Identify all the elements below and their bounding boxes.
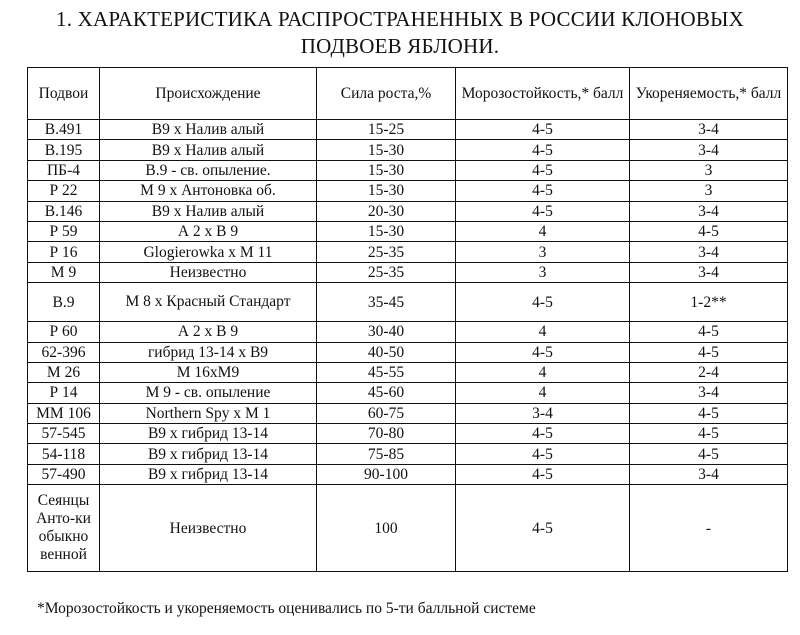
cell-origin: В9 х гибрид 13-14 — [100, 444, 317, 464]
cell-frost: 4-5 — [456, 160, 630, 180]
cell-rootstock: 57-490 — [28, 464, 100, 484]
cell-origin: Неизвестно — [100, 485, 317, 572]
cell-rootstock: Р 22 — [28, 181, 100, 201]
cell-origin: В9 х Налив алый — [100, 201, 317, 221]
header-vigor: Сила роста,% — [317, 68, 456, 120]
cell-rootstock: Р 60 — [28, 322, 100, 342]
cell-frost: 3-4 — [456, 403, 630, 423]
cell-vigor: 15-30 — [317, 181, 456, 201]
cell-origin: Northern Spy х М 1 — [100, 403, 317, 423]
cell-vigor: 75-85 — [317, 444, 456, 464]
cell-vigor: 60-75 — [317, 403, 456, 423]
table-body — [28, 120, 788, 572]
cell-vigor: 25-35 — [317, 242, 456, 262]
cell-vigor: 45-55 — [317, 362, 456, 382]
title-line-2: ПОДВОЕВ ЯБЛОНИ. — [300, 34, 500, 58]
cell-vigor: 25-35 — [317, 262, 456, 282]
table-row — [28, 242, 788, 262]
cell-rooting: 3-4 — [630, 262, 788, 282]
table-row — [28, 322, 788, 342]
cell-frost: 4 — [456, 221, 630, 241]
cell-rooting: 4-5 — [630, 403, 788, 423]
cell-origin: А 2 х В 9 — [100, 221, 317, 241]
cell-rootstock: Сеянцы Анто-ки обыкно венной — [28, 485, 100, 572]
table-row — [28, 424, 788, 444]
cell-frost: 4-5 — [456, 342, 630, 362]
cell-rooting: 3-4 — [630, 120, 788, 140]
table-title — [0, 6, 800, 60]
cell-rooting: 4-5 — [630, 424, 788, 444]
cell-frost: 3 — [456, 242, 630, 262]
cell-frost: 4-5 — [456, 140, 630, 160]
cell-rooting: 3-4 — [630, 201, 788, 221]
header-rooting: Укореняемость,* балл — [630, 68, 788, 120]
cell-rooting: 2-4 — [630, 362, 788, 382]
cell-rootstock: ММ 106 — [28, 403, 100, 423]
cell-rooting: 4-5 — [630, 444, 788, 464]
cell-vigor: 100 — [317, 485, 456, 572]
cell-rootstock: В.146 — [28, 201, 100, 221]
table-row — [28, 160, 788, 180]
cell-rooting: 3 — [630, 181, 788, 201]
header-row — [28, 68, 788, 120]
cell-rootstock: В.491 — [28, 120, 100, 140]
cell-origin: В.9 - св. опыление. — [100, 160, 317, 180]
cell-frost: 4-5 — [456, 424, 630, 444]
cell-origin: В9 х гибрид 13-14 — [100, 464, 317, 484]
cell-rooting: 3-4 — [630, 140, 788, 160]
footnote: *Морозостойкость и укореняемость оценивались по 5-ти балльной системе — [37, 600, 536, 617]
cell-frost: 4-5 — [456, 485, 630, 572]
cell-frost: 4 — [456, 322, 630, 342]
cell-rootstock: В.9 — [28, 283, 100, 322]
cell-vigor: 15-30 — [317, 221, 456, 241]
cell-vigor: 40-50 — [317, 342, 456, 362]
cell-rooting: - — [630, 485, 788, 572]
cell-rootstock: ПБ-4 — [28, 160, 100, 180]
cell-origin: М 16хМ9 — [100, 362, 317, 382]
cell-rootstock: 54-118 — [28, 444, 100, 464]
cell-vigor: 45-60 — [317, 383, 456, 403]
table-row — [28, 444, 788, 464]
cell-frost: 4 — [456, 362, 630, 382]
cell-origin: В9 х Налив алый — [100, 140, 317, 160]
cell-rootstock: 57-545 — [28, 424, 100, 444]
cell-frost: 4-5 — [456, 120, 630, 140]
cell-rooting: 3-4 — [630, 383, 788, 403]
table-row — [28, 464, 788, 484]
cell-vigor: 30-40 — [317, 322, 456, 342]
table-row — [28, 362, 788, 382]
cell-frost: 4 — [456, 383, 630, 403]
cell-rooting: 3 — [630, 160, 788, 180]
cell-rootstock: 62-396 — [28, 342, 100, 362]
cell-frost: 4-5 — [456, 201, 630, 221]
rootstock-table — [27, 67, 788, 572]
cell-origin: В9 х Налив алый — [100, 120, 317, 140]
cell-rooting: 4-5 — [630, 221, 788, 241]
table-row — [28, 140, 788, 160]
cell-origin: В9 х гибрид 13-14 — [100, 424, 317, 444]
cell-vigor: 20-30 — [317, 201, 456, 221]
cell-rooting: 4-5 — [630, 342, 788, 362]
table-row — [28, 181, 788, 201]
table-row — [28, 283, 788, 322]
header-frost: Морозостойкость,* балл — [456, 68, 630, 120]
cell-origin: Неизвестно — [100, 262, 317, 282]
cell-rooting: 1-2** — [630, 283, 788, 322]
cell-vigor: 15-30 — [317, 160, 456, 180]
cell-rootstock: В.195 — [28, 140, 100, 160]
cell-vigor: 90-100 — [317, 464, 456, 484]
cell-rootstock: Р 16 — [28, 242, 100, 262]
cell-rootstock: М 26 — [28, 362, 100, 382]
cell-frost: 4-5 — [456, 181, 630, 201]
cell-rootstock: Р 59 — [28, 221, 100, 241]
cell-rootstock: Р 14 — [28, 383, 100, 403]
cell-origin: А 2 х В 9 — [100, 322, 317, 342]
cell-frost: 4-5 — [456, 444, 630, 464]
cell-origin: М 9 - св. опыление — [100, 383, 317, 403]
cell-vigor: 15-30 — [317, 140, 456, 160]
cell-vigor: 70-80 — [317, 424, 456, 444]
table-row — [28, 485, 788, 572]
cell-vigor: 35-45 — [317, 283, 456, 322]
table-row — [28, 403, 788, 423]
table-row — [28, 201, 788, 221]
cell-frost: 3 — [456, 262, 630, 282]
cell-frost: 4-5 — [456, 283, 630, 322]
table-row — [28, 120, 788, 140]
table-row — [28, 383, 788, 403]
title-line-1: 1. ХАРАКТЕРИСТИКА РАСПРОСТРАНЕННЫХ В РОССИИ КЛОНОВЫХ — [56, 7, 744, 31]
cell-rooting: 3-4 — [630, 242, 788, 262]
header-origin: Происхождение — [100, 68, 317, 120]
cell-vigor: 15-25 — [317, 120, 456, 140]
header-rootstock: Подвои — [28, 68, 100, 120]
cell-origin: гибрид 13-14 х В9 — [100, 342, 317, 362]
cell-origin: Glogierowka х М 11 — [100, 242, 317, 262]
cell-rooting: 4-5 — [630, 322, 788, 342]
cell-frost: 4-5 — [456, 464, 630, 484]
cell-origin: М 9 х Антоновка об. — [100, 181, 317, 201]
cell-rooting: 3-4 — [630, 464, 788, 484]
table-row — [28, 262, 788, 282]
cell-rootstock: М 9 — [28, 262, 100, 282]
cell-origin: М 8 х Красный Стандарт — [100, 283, 317, 322]
table-row — [28, 221, 788, 241]
table-row — [28, 342, 788, 362]
